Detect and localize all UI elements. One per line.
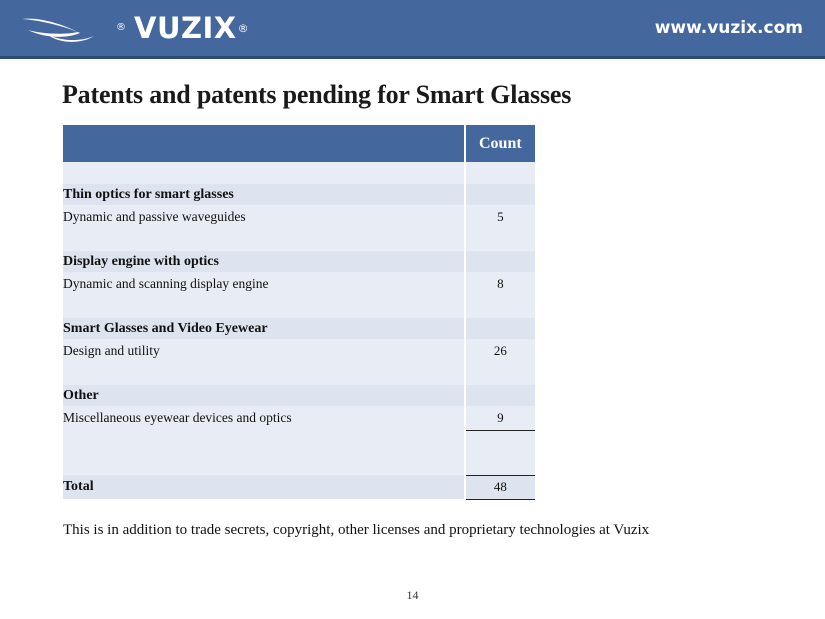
spacer-cell-count	[465, 453, 535, 476]
table-row	[63, 184, 535, 205]
group-label: Other	[63, 385, 465, 406]
footnote-text: This is in addition to trade secrets, copyright, other licenses and proprietary technologies at Vuzix	[63, 522, 650, 538]
table-row	[63, 339, 535, 363]
table-header-row	[63, 125, 535, 162]
brand-wordmark: VUZIX	[134, 11, 237, 45]
spacer-cell-label	[63, 430, 465, 453]
group-label: Display engine with optics	[63, 251, 465, 272]
table-spacer-row	[63, 296, 535, 318]
group-label: Thin optics for smart glasses	[63, 184, 465, 205]
table-total-row	[63, 475, 535, 499]
column-header-category	[63, 125, 465, 162]
table-row	[63, 318, 535, 339]
spacer-cell-label	[63, 229, 465, 251]
group-count	[465, 385, 535, 406]
table-spacer-row	[63, 363, 535, 385]
group-count	[465, 251, 535, 272]
table-row	[63, 385, 535, 406]
column-header-count: Count	[465, 125, 535, 162]
website-url[interactable]: www.vuzix.com	[654, 18, 803, 38]
total-count: 48	[465, 475, 535, 499]
group-count	[465, 318, 535, 339]
spacer-cell-label	[63, 363, 465, 385]
spacer-cell-count	[465, 363, 535, 385]
vuzix-swoosh-logo-icon	[18, 8, 110, 48]
table-spacer-row	[63, 453, 535, 476]
header-underline	[0, 56, 825, 59]
item-label: Miscellaneous eyewear devices and optics	[63, 406, 465, 430]
item-label: Dynamic and passive waveguides	[63, 205, 465, 229]
patents-table	[63, 125, 535, 500]
table-row	[63, 272, 535, 296]
group-label: Smart Glasses and Video Eyewear	[63, 318, 465, 339]
subtotal-rule-cell	[465, 430, 535, 453]
item-count: 8	[465, 272, 535, 296]
spacer-cell-label	[63, 162, 465, 184]
spacer-cell-count	[465, 229, 535, 251]
page-header	[0, 0, 825, 56]
total-label: Total	[63, 475, 465, 499]
spacer-cell-label	[63, 296, 465, 318]
item-count: 5	[465, 205, 535, 229]
spacer-cell-label	[63, 453, 465, 476]
table-spacer-row	[63, 430, 535, 453]
page-number: 14	[406, 588, 419, 602]
logo-registered-icon: ®	[116, 22, 126, 33]
item-label: Design and utility	[63, 339, 465, 363]
table-spacer-row	[63, 162, 535, 184]
spacer-cell-count	[465, 162, 535, 184]
group-count	[465, 184, 535, 205]
spacer-cell-count	[465, 296, 535, 318]
brand-logo	[0, 8, 249, 48]
item-count: 26	[465, 339, 535, 363]
page-title: Patents and patents pending for Smart Glasses	[62, 80, 572, 109]
item-count: 9	[465, 406, 535, 430]
table-row	[63, 406, 535, 430]
registered-mark: ®	[237, 21, 249, 35]
item-label: Dynamic and scanning display engine	[63, 272, 465, 296]
table-spacer-row	[63, 229, 535, 251]
table-row	[63, 205, 535, 229]
table-row	[63, 251, 535, 272]
